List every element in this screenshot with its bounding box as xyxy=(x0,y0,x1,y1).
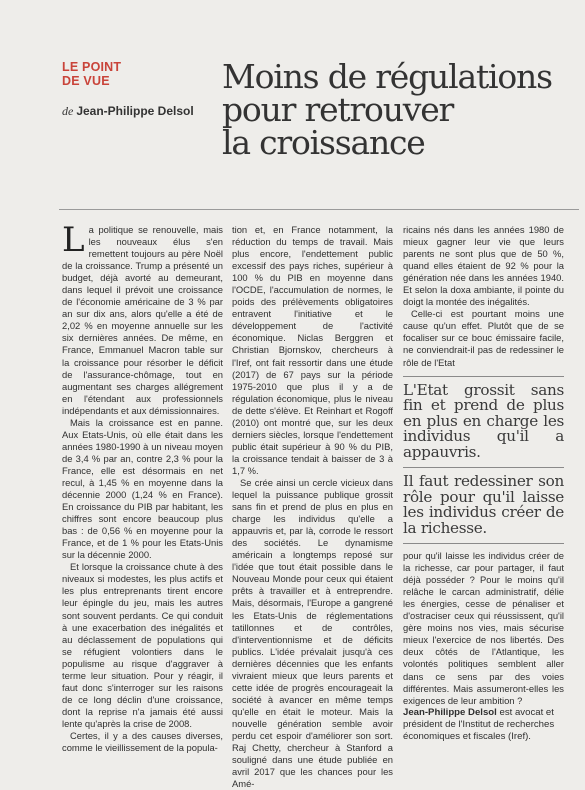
paragraph xyxy=(62,220,223,417)
paragraph: Certes, il y a des causes diverses, comme le vieillissement de la popula- xyxy=(62,729,223,754)
headline xyxy=(222,57,562,162)
paragraph: tion et, en France notamment, la réduction du temps de travail. Mais plus encore, l'endettement public excessif des pays riches, supérieur à 100 % du PIB en moyenne dans l'OCDE, l'accumulation de normes, le poids des prélèvements obligatoires entravent l'initiative et le développement de l'activité économique. Niclas Berggren et Christian Bjornskov, chercheurs à l'Iref, ont fait ressortir dans une étude (2017) de 67 pays sur la période 1975-2010 que plus il y a de régulation économique, plus le niveau de dette s'élève. Et Reinhart et Rogoff (2010) ont montré que, sur les deux derniers siècles, lorsque l'endettement public était supérieur à 90 % du PIB, la croissance tendait à baisser de 3 à 1,7 %. xyxy=(232,224,393,476)
paragraph: Mais la croissance est en panne. Aux Etats-Unis, où elle était dans les années 1980-1990 à un niveau moyen de 3,4 % par an, contre 2,3 % pour la France, elle est désormais en net recul, à 1,45 % en moyenne dans la décennie 2000 (1,24 % en France). En croissance du PIB par habitant, les chiffres sont encore beaucoup plus bas : de 0,56 % en moyenne pour la France, et de 1 % pour les Etats-Unis sur la décennie 2000. xyxy=(62,416,223,561)
paragraph: ricains nés dans les années 1980 de mieux gagner leur vie que leurs parents ne sont plus que de 50 %, quand elles étaient de 92 % pour la génération née dans les années 1940. Et selon la doxa ambiante, il pointe du doigt la montée des inégalités. xyxy=(403,224,564,308)
pullquote-2: Il faut redessiner son rôle pour qu'il laisse les individus créer de la richesse. xyxy=(403,472,564,537)
paragraph: pour qu'il laisse les individus créer de la richesse, car pour partager, il faut déjà posséder ? Pour le moins qu'il relâche le carcan administratif, délie les énergies, cesse de pénaliser et d'ostraciser ceux qui réussissent, qu'il gère moins nos vies, mais sécurise mieux l'exercice de nos libertés. Des deux côtés de l'Atlantique, les volontés politiques semblent aller dans ce sens par des voies différentes. Mais assumeront-elles les exigences de leur ambition ? xyxy=(403,550,564,706)
pullquote-1: L'Etat grossit sans fin et prend de plus en plus en charge les individus qu'il a appauvris. xyxy=(403,380,564,461)
article-column-2 xyxy=(232,224,393,790)
author-bio xyxy=(403,707,564,743)
article-column-1 xyxy=(62,220,223,754)
paragraph-text: a politique se renouvelle, mais les nouveaux élus s'en remettent toujours au père Noël de la croissance. Trump a présenté un budget, déjà avorté au demeurant, dans lequel il prévoit une croissance de l'économie américaine de 3 % par an sur dix ans, alors qu'elle a été de 2,02 % en moyenne annuelle sur les six dernières années. De même, en France, Emmanuel Macron table sur la croissance pour résorber le déficit de l'assurance-chômage, tout en augmentant ses charges allégrement en l'étendant aux professionnels indépendants et aux démissionnaires. xyxy=(62,224,223,416)
top-rule xyxy=(59,209,579,210)
headline-line-1: Moins de régulations xyxy=(222,57,552,96)
bio-name: Jean-Philippe Delsol xyxy=(403,706,497,718)
byline xyxy=(62,104,222,119)
bio-text: est avocat et président de l'Institut de recherches économiques et fiscales (Iref). xyxy=(403,706,555,742)
drop-cap: L xyxy=(62,220,85,260)
paragraph: Celle-ci est pourtant moins une cause qu'un effet. Plutôt que de se focaliser sur ce bouc émissaire facile, ne conviendrait-il pas de redessiner le rôle de l'Etat xyxy=(403,308,564,368)
byline-author: Jean-Philippe Delsol xyxy=(76,104,194,118)
paragraph: Et lorsque la croissance chute à des niveaux si modestes, les plus actifs et les plus entreprenants tirent encore leur épingle du jeu, mais les autres sont souvent perdants. Ce qui conduit à une exacerbation des inégalités et au déclassement de populations qui se réfugient volontiers dans le populisme au risque d'aggraver à terme leur situation. Pour y réagir, il faut donc s'interroger sur les raisons de ce long déclin d'une croissance, dont la reprise n'a jamais été aussi lente qu'après la crise de 2008. xyxy=(62,561,223,729)
section-kicker xyxy=(62,61,182,88)
headline-line-2: pour retrouver xyxy=(222,90,454,129)
byline-prefix: de xyxy=(62,104,74,118)
pullquote-rule xyxy=(403,467,564,468)
pullquote-rule xyxy=(403,543,564,544)
pullquote-rule xyxy=(403,376,564,377)
headline-line-3: la croissance xyxy=(222,123,425,162)
paragraph: Se crée ainsi un cercle vicieux dans lequel la puissance publique grossit sans fin et prend de plus en plus en charge les individus qu'elle a appauvris et, par là, corrode le ressort des sociétés. Le dynamisme américain a longtemps reposé sur l'idée que tout était possible dans le Nouveau Monde pour ceux qui étaient prêts à travailler et à entreprendre. Mais, désormais, l'Europe a gangrené les Etats-Unis de réglementations tatillonnes et de contrôles, d'interventionnisme et de déficits publics. L'idée prévalait jusqu'à ces dernières décennies que les enfants vivraient mieux que leurs parents et cette idée de progrès encourageait la société à avancer en même temps qu'elle en était le moteur. Mais la nouvelle génération semble avoir perdu cet espoir d'améliorer son sort. Raj Chetty, chercheur à Stanford a souligné dans une étude publiée en avril 2017 que les chances pour les Amé- xyxy=(232,476,393,790)
article-column-3 xyxy=(403,224,564,743)
kicker-line-2: DE VUE xyxy=(62,73,110,88)
kicker-line-1: LE POINT xyxy=(62,60,122,74)
